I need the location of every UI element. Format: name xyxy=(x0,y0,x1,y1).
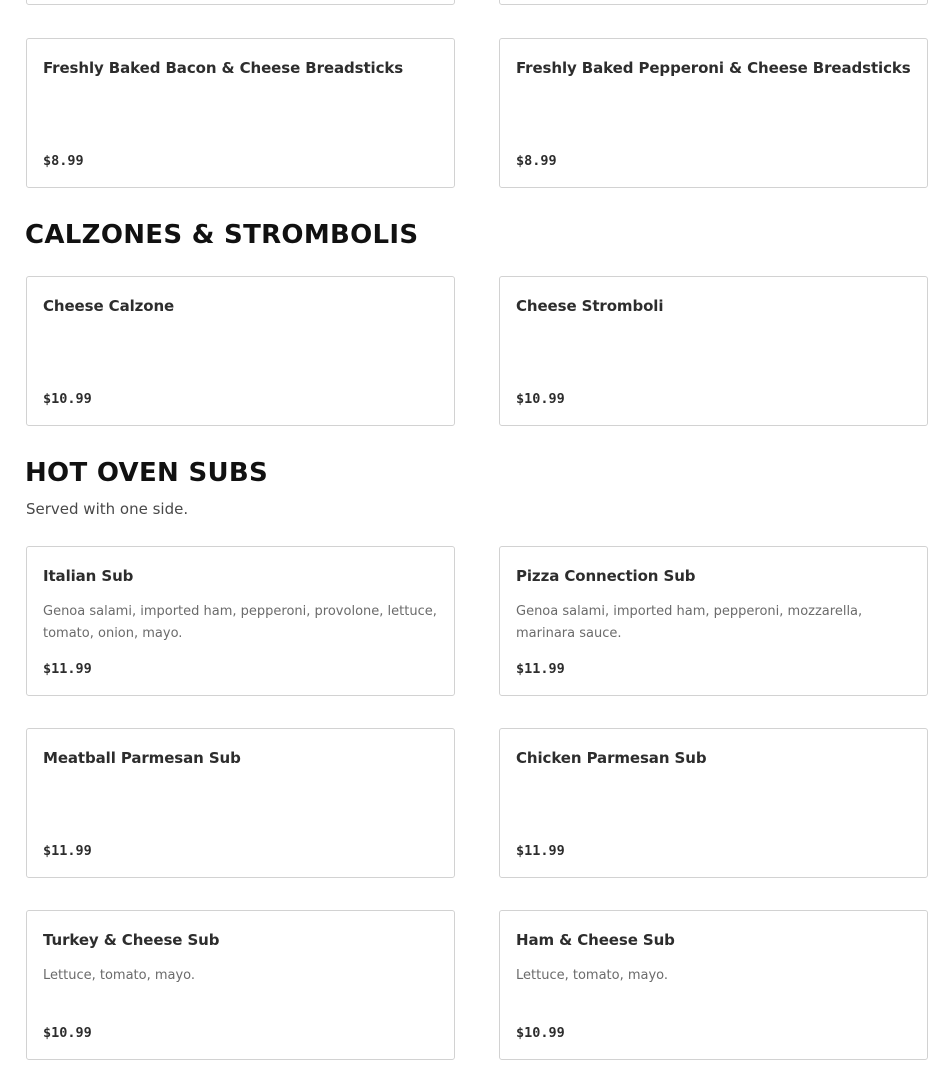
menu-item-card[interactable] xyxy=(26,910,455,1060)
section-title: HOT OVEN SUBS xyxy=(25,458,269,488)
menu-item-price: $10.99 xyxy=(516,1025,565,1041)
menu-item-card[interactable] xyxy=(26,0,455,5)
menu-item-card[interactable] xyxy=(26,728,455,878)
menu-item-price: $8.99 xyxy=(516,153,557,169)
menu-item-name: Meatball Parmesan Sub xyxy=(43,749,241,767)
menu-item-card[interactable] xyxy=(26,276,455,426)
menu-item-name: Freshly Baked Bacon & Cheese Breadsticks xyxy=(43,59,404,77)
menu-item-name: Ham & Cheese Sub xyxy=(516,931,675,949)
menu-item-price: $11.99 xyxy=(43,843,92,859)
menu-item-name: Cheese Stromboli xyxy=(516,297,664,315)
menu-item-name: Freshly Baked Pepperoni & Cheese Breadsticks xyxy=(516,59,911,77)
section-title: CALZONES & STROMBOLIS xyxy=(25,220,419,250)
menu-item-name: Chicken Parmesan Sub xyxy=(516,749,707,767)
menu-item-card[interactable] xyxy=(26,546,455,696)
menu-item-price: $8.99 xyxy=(43,153,84,169)
menu-item-price: $11.99 xyxy=(516,661,565,677)
menu-item-card[interactable] xyxy=(499,546,928,696)
menu-item-description: Lettuce, tomato, mayo. xyxy=(516,968,669,983)
menu-item-price: $10.99 xyxy=(516,391,565,407)
menu-item-price: $10.99 xyxy=(43,391,92,407)
menu-item-description: Lettuce, tomato, mayo. xyxy=(43,968,196,983)
menu-item-card[interactable] xyxy=(499,728,928,878)
menu-item-price: $11.99 xyxy=(43,661,92,677)
menu-item-name: Turkey & Cheese Sub xyxy=(43,931,220,949)
menu-item-name: Italian Sub xyxy=(43,567,134,585)
menu-item-card[interactable] xyxy=(499,0,928,5)
menu-item-price: $11.99 xyxy=(516,843,565,859)
menu-item-card[interactable] xyxy=(26,38,455,188)
menu-item-card[interactable] xyxy=(499,910,928,1060)
menu-item-name: Cheese Calzone xyxy=(43,297,175,315)
menu-item-description: Genoa salami, imported ham, pepperoni, provolone, lettuce, tomato, onion, mayo. xyxy=(43,604,437,641)
menu-item-price: $10.99 xyxy=(43,1025,92,1041)
menu-item-card[interactable] xyxy=(499,276,928,426)
menu-item-description: Genoa salami, imported ham, pepperoni, mozzarella, marinara sauce. xyxy=(516,604,863,641)
menu-item-name: Pizza Connection Sub xyxy=(516,567,696,585)
section-subtitle: Served with one side. xyxy=(26,500,189,518)
menu-item-card[interactable] xyxy=(499,38,928,188)
